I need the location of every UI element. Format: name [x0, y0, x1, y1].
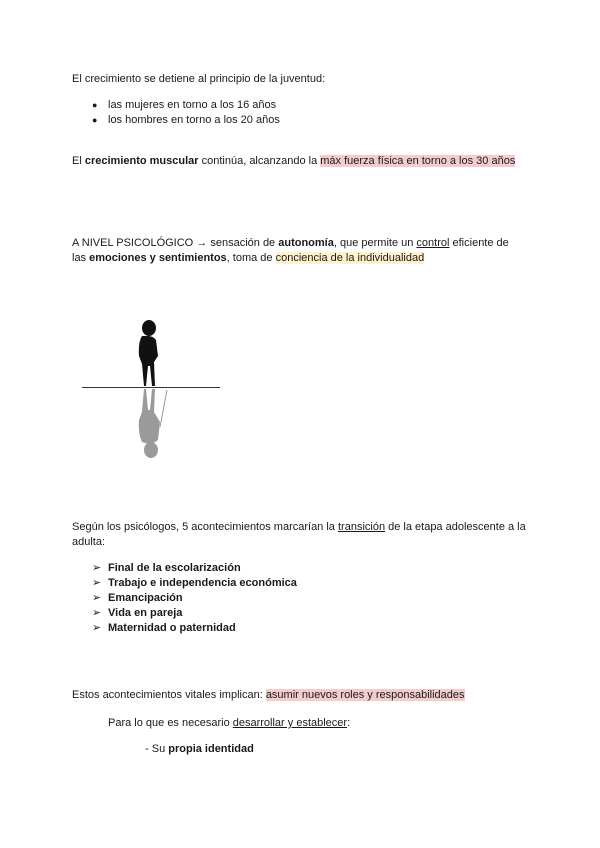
list-item: ➢ Final de la escolarización [92, 562, 241, 574]
list-item: ➢ Maternidad o paternidad [92, 622, 236, 634]
child-silhouette [139, 320, 158, 386]
bullet-icon: ● [92, 115, 98, 125]
list-item: ➢ Emancipación [92, 592, 183, 604]
highlight-text: conciencia de la individualidad [275, 252, 425, 264]
roles-paragraph: Estos acontecimientos vitales implican: asumir nuevos roles y responsabilidades [72, 689, 465, 701]
dash-marker: - [145, 743, 152, 755]
arrow-icon: ➢ [92, 607, 102, 619]
list-item: ➢ Trabajo e independencia económica [92, 577, 297, 589]
list-item: ➢ Vida en pareja [92, 607, 183, 619]
intro-paragraph: El crecimiento se detiene al principio de la juventud: [72, 73, 326, 85]
arrow-icon: ➢ [92, 622, 102, 634]
identity-item: - Su propia identidad [145, 743, 254, 755]
bullet-icon: ● [92, 100, 98, 110]
highlight-text: máx fuerza física en torno a los 30 años [320, 155, 516, 167]
psych-paragraph: A NIVEL PSICOLÓGICO → sensación de autonomía, que permite un control eficiente de las emociones y sentimientos, toma de conciencia de la individualidad [72, 237, 509, 264]
list-item: ● los hombres en torno a los 20 años [92, 114, 280, 126]
growth-bullet-list [92, 98, 280, 128]
reflection-silhouette [139, 389, 167, 458]
muscle-paragraph: El crecimiento muscular continúa, alcanzando la máx fuerza física en torno a los 30 años [72, 155, 516, 167]
child-reflection-illustration [82, 312, 227, 462]
list-item: ● las mujeres en torno a los 16 años [92, 99, 277, 111]
events-list [92, 561, 297, 636]
highlight-text: asumir nuevos roles y responsabilidades [265, 689, 465, 701]
arrow-icon: ➢ [92, 592, 102, 604]
necessary-paragraph: Para lo que es necesario desarrollar y establecer: [108, 717, 351, 729]
arrow-icon: ➢ [92, 562, 102, 574]
psychologists-paragraph: Según los psicólogos, 5 acontecimientos marcarían la transición de la etapa adolescente a la adulta: [72, 521, 526, 548]
arrow-icon: ➢ [92, 577, 102, 589]
